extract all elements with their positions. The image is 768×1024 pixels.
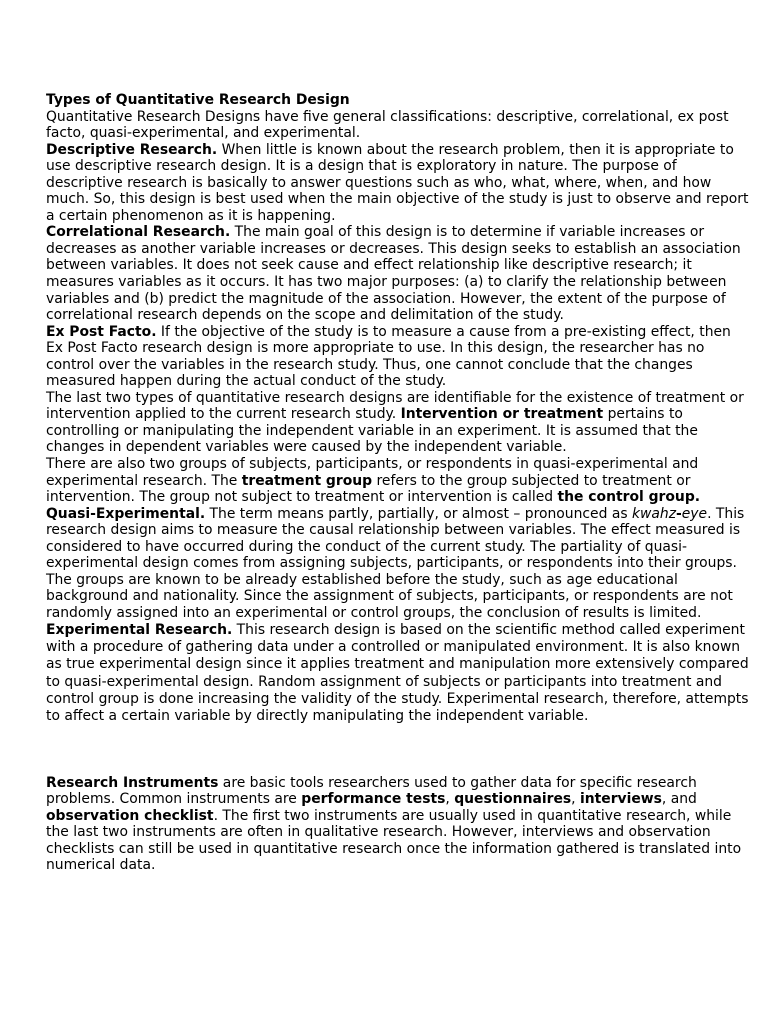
groups-text-b: refers to the group subjected to treatment or intervention. The group not subject to treatment or intervention is called xyxy=(46,472,691,506)
instruments-separator-1: , xyxy=(445,791,455,808)
treatment-group-term: treatment group xyxy=(241,472,373,489)
pronunciation-part-b: eye xyxy=(681,505,708,522)
quasi-paragraph xyxy=(46,506,752,622)
experimental-term: Experimental Research. xyxy=(46,621,233,638)
intro-paragraph: Quantitative Research Designs have five general classifications: descriptive, correlational, ex post facto, quasi-experimental, and experimental. xyxy=(46,108,729,142)
correlational-term: Correlational Research. xyxy=(46,224,231,241)
pronunciation-dash: - xyxy=(676,505,682,522)
document-title: Types of Quantitative Research Design xyxy=(46,92,350,108)
groups-paragraph xyxy=(46,456,752,506)
document-page xyxy=(46,92,752,874)
descriptive-paragraph xyxy=(46,142,752,225)
last-two-text-a: The last two types of quantitative research designs are identifiable for the existence of treatment or intervention applied to the current research study. xyxy=(46,389,744,423)
instruments-term: Research Instruments xyxy=(46,774,219,791)
ex-post-facto-term: Ex Post Facto. xyxy=(46,323,157,340)
instruments-separator-3: , and xyxy=(661,791,697,808)
last-two-paragraph xyxy=(46,390,752,456)
ex-post-facto-text: If the objective of the study is to measure a cause from a pre-existing effect, then Ex Post Facto research design is more appropriate to use. In this design, the researcher has no control over the variables in the research study. Thus, one cannot conclude that the changes measured happen during the actual conduct of the study. xyxy=(46,323,731,390)
instruments-text-b: . The first two instruments are usually used in quantitative research, while the last two instruments are often in qualitative research. However, interviews and observation checklists can still be used in quantitative research once the information gathered is translated into numerical data. xyxy=(46,807,742,874)
quasi-term: Quasi-Experimental. xyxy=(46,505,206,522)
instruments-paragraph xyxy=(46,775,752,874)
section-spacer xyxy=(46,726,752,775)
interviews-term: interviews xyxy=(579,791,662,808)
quasi-text-b: . This research design aims to measure the causal relationship between variables. The effect measured is considered to have occurred during the conduct of the current study. The partiality of quasi-experimental design comes from assigning subjects, participants, or respondents into their groups. The groups are known to be already established before the study, such as age educational background and nationality. Since the assignment of subjects, participants, or respondents are not randomly assigned into an experimental or control groups, the conclusion of results is limited. xyxy=(46,505,745,621)
ex-post-facto-paragraph xyxy=(46,324,752,390)
observation-checklist-term: observation checklist xyxy=(46,807,214,824)
descriptive-term: Descriptive Research. xyxy=(46,141,218,158)
experimental-text: This research design is based on the scientific method called experiment with a procedure of gathering data under a controlled or manipulated environment. It is also known as true experimental design since it applies treatment and manipulation more extensively compared to quasi-experimental design. Random assignment of subjects or participants into treatment and control group is done increasing the validity of the study. Experimental research, therefore, attempts to affect a certain variable by directly manipulating the independent variable. xyxy=(46,621,749,725)
groups-text-a: There are also two groups of subjects, participants, or respondents in quasi-experimental and experimental research. The xyxy=(46,456,699,489)
correlational-text: The main goal of this design is to determine if variable increases or decreases as another variable increases or decreases. This design seeks to establish an association between variables. It does not seek cause and effect relationship like descriptive research; it measures variables as it occurs. It has two major purposes: (a) to clarify the relationship between variables and (b) predict the magnitude of the association. However, the extent of the purpose of correlational research depends on the scope and delimitation of the study. xyxy=(46,224,741,324)
instruments-separator-2: , xyxy=(571,791,580,808)
experimental-paragraph xyxy=(46,622,752,726)
last-two-text-b: pertains to controlling or manipulating the independent variable in an experiment. It is assumed that the changes in dependent variables were caused by the independent variable. xyxy=(46,406,698,456)
descriptive-text: When little is known about the research problem, then it is appropriate to use descriptive research design. It is a design that is exploratory in nature. The purpose of descriptive research is basically to answer questions such as who, what, where, when, and how much. So, this design is best used when the main objective of the study is just to observe and report a certain phenomenon as it is happening. xyxy=(46,141,749,224)
pronunciation-part-a: kwahz xyxy=(631,505,676,522)
control-group-term: the control group. xyxy=(557,489,701,506)
performance-tests-term: performance tests xyxy=(301,791,446,808)
quasi-text-a: The term means partly, partially, or almost – pronounced as xyxy=(205,505,632,522)
intervention-term: Intervention or treatment xyxy=(400,406,604,423)
correlational-paragraph xyxy=(46,224,752,323)
questionnaires-term: questionnaires xyxy=(454,791,572,808)
instruments-text-a: are basic tools researchers used to gather data for specific research problems. Common instruments are xyxy=(46,774,697,808)
